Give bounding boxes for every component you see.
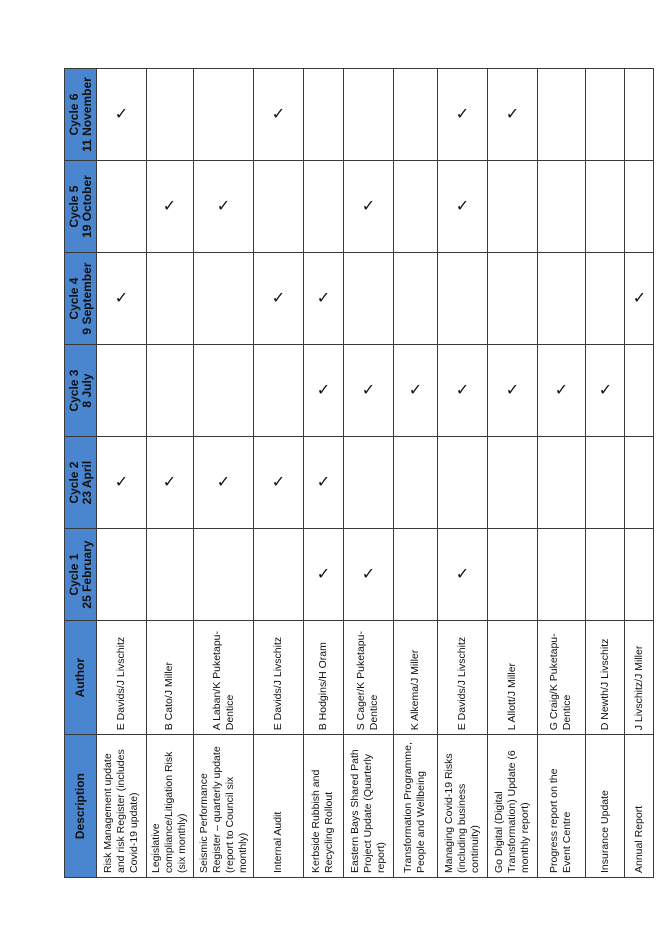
cycle-cell-2: [585, 437, 624, 529]
row-description: Progress report on the Event Centre: [538, 735, 586, 878]
row-author: L Allott/J Miller: [488, 621, 538, 735]
cycle-cell-3: [193, 345, 254, 437]
checkmark-icon: ✓: [316, 290, 331, 308]
cycle-cell-1: [97, 529, 147, 621]
checkmark-icon: ✓: [455, 106, 470, 124]
cycle-cell-6: [304, 69, 343, 161]
table-row: [304, 69, 343, 878]
header-author: Author: [65, 621, 97, 735]
cycle-cell-6: [343, 69, 393, 161]
row-author: D Newth/J Livschitz: [585, 621, 624, 735]
cycle-cell-1: [585, 529, 624, 621]
table-row: [146, 69, 193, 878]
cycle-cell-1: [304, 529, 343, 621]
cycle-cell-5: [488, 161, 538, 253]
row-description: Annual Report: [625, 735, 654, 878]
cycle-cell-1: [625, 529, 654, 621]
row-description: Risk Management update and risk Register (includes Covid-19 update): [97, 735, 147, 878]
cycle-cell-3: [97, 345, 147, 437]
row-author: B Cato/J Miller: [146, 621, 193, 735]
row-author: K Alkema/J Miller: [393, 621, 438, 735]
cycle-cell-1: [193, 529, 254, 621]
row-description: Eastern Bays Shared Path Project Update (Quarterly report): [343, 735, 393, 878]
cycle-cell-3: [585, 345, 624, 437]
cycle-label: Cycle 4: [66, 277, 81, 320]
checkmark-icon: ✓: [505, 382, 520, 400]
cycle-cell-5: [393, 161, 438, 253]
row-author: J Livschitz/J Miller: [625, 621, 654, 735]
cycle-cell-4: [393, 253, 438, 345]
table-row: [97, 69, 147, 878]
cycle-cell-1: [438, 529, 488, 621]
cycle-cell-2: [193, 437, 254, 529]
cycle-cell-5: [304, 161, 343, 253]
row-description: Seismic Performance Register – quarterly update (report to Council six monthly): [193, 735, 254, 878]
row-author: S Cager/K Puketapu-Dentice: [343, 621, 393, 735]
checkmark-icon: ✓: [272, 474, 286, 492]
row-author: E Davids/J Livschitz: [438, 621, 488, 735]
header-cycle-6: [65, 69, 97, 161]
cycle-cell-3: [438, 345, 488, 437]
row-author: A Laban/K Puketapu-Dentice: [193, 621, 254, 735]
checkmark-icon: ✓: [316, 382, 331, 400]
row-author: E Davids/J Livschitz: [97, 621, 147, 735]
cycle-date: 19 October: [79, 175, 94, 238]
cycle-cell-3: [254, 345, 304, 437]
checkmark-icon: ✓: [114, 290, 129, 308]
checkmark-icon: ✓: [163, 198, 177, 216]
cycle-cell-5: [97, 161, 147, 253]
checkmark-icon: ✓: [455, 382, 470, 400]
cycle-cell-6: [585, 69, 624, 161]
table-body: [97, 69, 654, 878]
cycle-date: 25 February: [79, 540, 94, 609]
cycle-cell-4: [438, 253, 488, 345]
checkmark-icon: ✓: [114, 106, 129, 124]
cycle-label: Cycle 2: [66, 461, 81, 504]
table-row: [585, 69, 624, 878]
header-description: Description: [65, 735, 97, 878]
cycle-date: 8 July: [79, 373, 94, 408]
table-row: [438, 69, 488, 878]
header-cycle-5: [65, 161, 97, 253]
row-author: E Davids/J Livschitz: [254, 621, 304, 735]
cycle-cell-4: [343, 253, 393, 345]
cycle-cell-1: [488, 529, 538, 621]
cycle-cell-2: [438, 437, 488, 529]
checkmark-icon: ✓: [505, 106, 520, 124]
cycle-cell-1: [393, 529, 438, 621]
checkmark-icon: ✓: [408, 382, 423, 400]
table-row: [488, 69, 538, 878]
cycle-cell-2: [343, 437, 393, 529]
checkmark-icon: ✓: [272, 106, 286, 124]
checkmark-icon: ✓: [163, 474, 177, 492]
cycle-cell-4: [193, 253, 254, 345]
cycle-cell-5: [146, 161, 193, 253]
cycle-cell-6: [438, 69, 488, 161]
row-description: Insurance Update: [585, 735, 624, 878]
cycle-label: Cycle 5: [66, 185, 81, 228]
cycle-label: Cycle 1: [66, 553, 81, 596]
cycle-cell-6: [97, 69, 147, 161]
cycle-cell-6: [393, 69, 438, 161]
checkmark-icon: ✓: [361, 198, 375, 216]
checkmark-icon: ✓: [361, 382, 375, 400]
row-description: Internal Audit: [254, 735, 304, 878]
cycle-cell-3: [304, 345, 343, 437]
rotated-page: [64, 68, 654, 878]
row-author: G Craig/K Puketapu-Dentice: [538, 621, 586, 735]
cycle-cell-1: [146, 529, 193, 621]
checkmark-icon: ✓: [272, 290, 286, 308]
cycle-cell-2: [393, 437, 438, 529]
cycle-cell-3: [343, 345, 393, 437]
cycle-cell-3: [538, 345, 586, 437]
cycle-cell-4: [146, 253, 193, 345]
cycle-cell-4: [585, 253, 624, 345]
cycle-cell-2: [488, 437, 538, 529]
table-row: [538, 69, 586, 878]
checkmark-icon: ✓: [114, 474, 129, 492]
cycle-cell-1: [254, 529, 304, 621]
cycle-cell-6: [193, 69, 254, 161]
header-cycle-4: [65, 253, 97, 345]
checkmark-icon: ✓: [455, 198, 470, 216]
cycle-cell-6: [538, 69, 586, 161]
cycle-cell-5: [343, 161, 393, 253]
schedule-table: [64, 68, 654, 878]
header-cycle-3: [65, 345, 97, 437]
checkmark-icon: ✓: [216, 474, 231, 492]
cycle-cell-4: [538, 253, 586, 345]
cycle-cell-6: [488, 69, 538, 161]
cycle-cell-2: [97, 437, 147, 529]
header-row: [65, 69, 97, 878]
checkmark-icon: ✓: [554, 382, 569, 400]
checkmark-icon: ✓: [316, 474, 331, 492]
cycle-cell-2: [146, 437, 193, 529]
table-row: [625, 69, 654, 878]
cycle-cell-4: [254, 253, 304, 345]
cycle-cell-5: [438, 161, 488, 253]
cycle-cell-4: [625, 253, 654, 345]
cycle-cell-1: [343, 529, 393, 621]
row-description: Go Digital (Digital Transformation) Update (6 monthly report): [488, 735, 538, 878]
checkmark-icon: ✓: [455, 566, 470, 584]
table-row: [393, 69, 438, 878]
cycle-cell-4: [304, 253, 343, 345]
cycle-label: Cycle 6: [66, 93, 81, 136]
row-author: B Hodgins/H Oram: [304, 621, 343, 735]
cycle-date: 11 November: [79, 77, 94, 152]
cycle-cell-2: [625, 437, 654, 529]
header-cycle-1: [65, 529, 97, 621]
header-cycle-2: [65, 437, 97, 529]
cycle-cell-5: [254, 161, 304, 253]
checkmark-icon: ✓: [216, 198, 231, 216]
checkmark-icon: ✓: [632, 290, 646, 308]
cycle-label: Cycle 3: [66, 369, 81, 412]
checkmark-icon: ✓: [316, 566, 331, 584]
row-description: Transformation Programme, People and Wellbeing: [393, 735, 438, 878]
cycle-cell-6: [625, 69, 654, 161]
cycle-cell-2: [304, 437, 343, 529]
cycle-cell-3: [393, 345, 438, 437]
cycle-cell-4: [488, 253, 538, 345]
cycle-cell-2: [538, 437, 586, 529]
cycle-cell-5: [538, 161, 586, 253]
cycle-date: 9 September: [79, 262, 94, 335]
table-row: [193, 69, 254, 878]
cycle-cell-6: [254, 69, 304, 161]
cycle-cell-1: [538, 529, 586, 621]
checkmark-icon: ✓: [361, 566, 375, 584]
table-row: [343, 69, 393, 878]
cycle-cell-3: [488, 345, 538, 437]
cycle-cell-5: [625, 161, 654, 253]
row-description: Kerbside Rubbish and Recycling Rollout: [304, 735, 343, 878]
cycle-cell-3: [625, 345, 654, 437]
row-description: Legislative compliance/Litigation Risk (six monthly): [146, 735, 193, 878]
cycle-date: 23 April: [79, 460, 94, 505]
cycle-cell-2: [254, 437, 304, 529]
cycle-cell-5: [193, 161, 254, 253]
cycle-cell-3: [146, 345, 193, 437]
cycle-cell-5: [585, 161, 624, 253]
checkmark-icon: ✓: [598, 382, 612, 400]
table-row: [254, 69, 304, 878]
cycle-cell-4: [97, 253, 147, 345]
row-description: Managing Covid-19 Risks (including business continuity): [438, 735, 488, 878]
cycle-cell-6: [146, 69, 193, 161]
